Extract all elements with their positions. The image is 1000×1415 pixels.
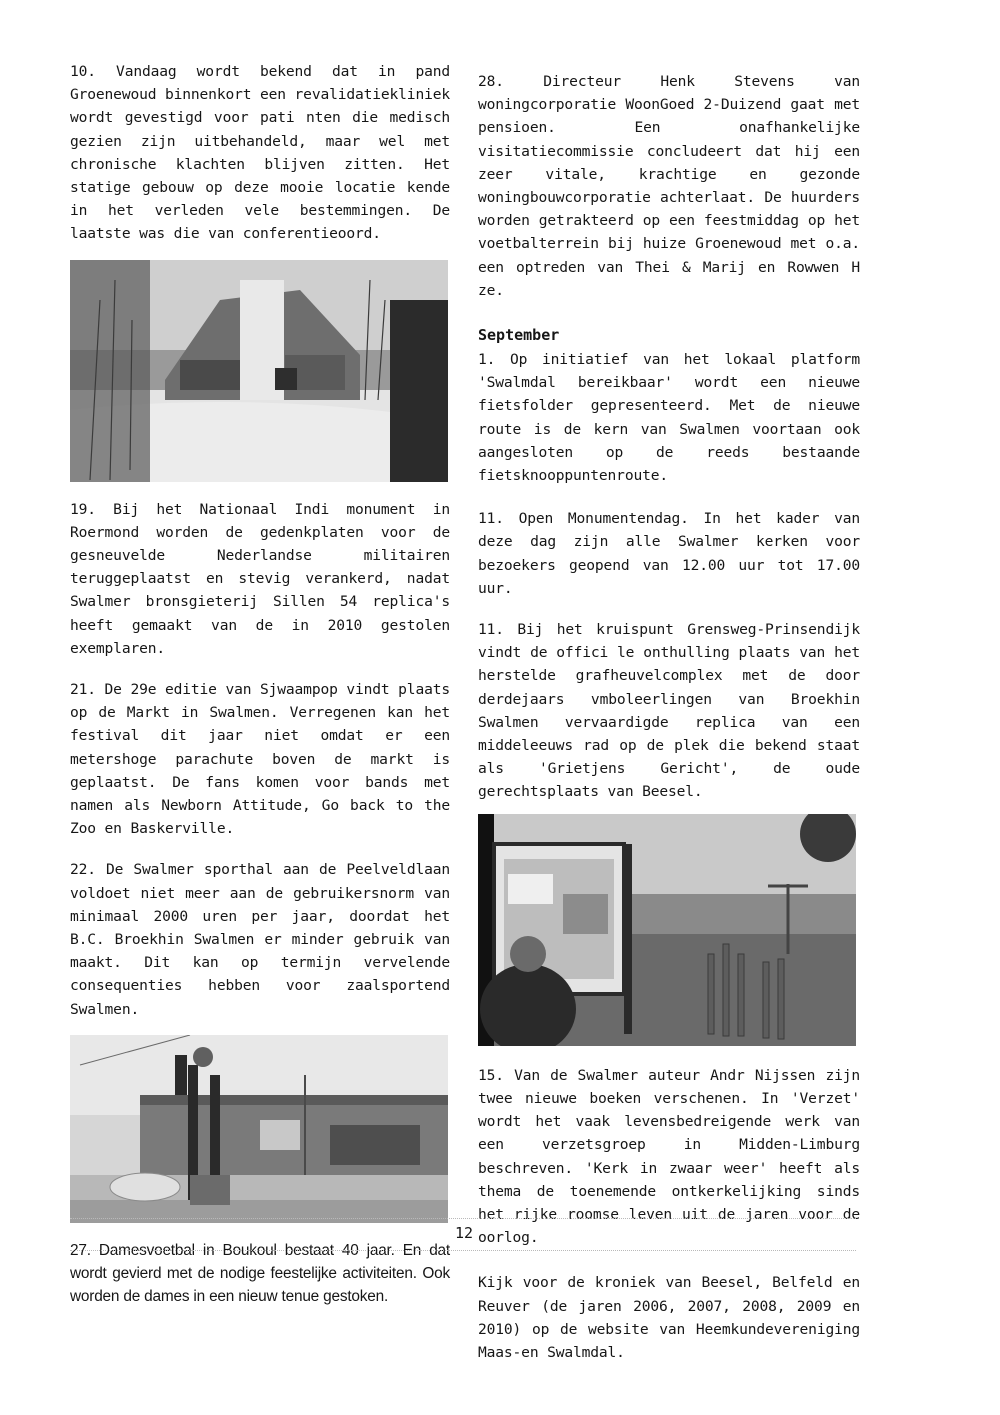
entry-27: 27. Damesvoetbal in Boukoul bestaat 40 jaar. En dat wordt gevierd met de nodige feestelijke activiteiten. Ook worden de dames in een nieuw tenue gestoken. bbox=[70, 1241, 450, 1306]
photo-sporthal bbox=[70, 1035, 448, 1223]
entry-19: 19. Bij het Nationaal Indi monument in Roermond worden de gedenkplaten voor de gesneuvelde Nederlandse militairen teruggeplaatst en stevig verankerd, nadat Swalmer bronsgieterij Sillen 54 replica's heeft gemaakt van de in 2010 gestolen exemplaren. bbox=[70, 500, 450, 657]
photo-grietjens-gericht bbox=[478, 814, 856, 1046]
left-column bbox=[70, 60, 450, 1327]
right-column bbox=[478, 70, 860, 1382]
footer-rule-bottom bbox=[70, 1250, 856, 1251]
entry-28: 28. Directeur Henk Stevens van woningcorporatie WoonGoed 2-Duizend gaat met pensioen. Een onafhankelijke visitatiecommissie concludeert dat hij een zeer vitale, krachtige en gezonde woningbouwcorporatie achterlaat. De huurders worden getrakteerd op een feestmiddag op het voetbalterrein bij huize Groenewoud met o.a. een optreden van Thei & Marij en Rowwen H ze. bbox=[478, 73, 860, 299]
page-number: 12 bbox=[454, 1224, 474, 1242]
entry-21: 21. De 29e editie van Sjwaampop vindt plaats op de Markt in Swalmen. Verregenen kan het festival dit jaar niet omdat er een metershoge parachute boven de markt is geplaatst. De fans komen voor bands met namen als Newborn Attitude, Go back to the Zoo en Baskerville. bbox=[70, 681, 450, 838]
entry-sept-11b: 11. Bij het kruispunt Grensweg-Prinsendijk vindt de offici le onthulling plaats van het herstelde grafheuvelcomplex met de door derdejaars vmboleerlingen van Broekhin Swalmen vervaardigde replica van een middeleeuws rad op de plek die bekend staat als 'Grietjens Gericht', de oude gerechtsplaats van Beesel. bbox=[478, 621, 860, 801]
section-heading-september: September bbox=[478, 326, 560, 345]
entry-sept-1: 1. Op initiatief van het lokaal platform 'Swalmdal bereikbaar' wordt een nieuwe fietsfolder gepresenteerd. Met de nieuwe route is de kern van Swalmen voortaan ook aangesloten op de reeds bestaande fietsknooppuntenroute. bbox=[478, 351, 860, 485]
footer-rule-top bbox=[70, 1218, 856, 1219]
entry-sept-11a: 11. Open Monumentendag. In het kader van deze dag zijn alle Swalmer kerken voor bezoekers geopend van 12.00 uur tot 17.00 uur. bbox=[478, 510, 860, 597]
entry-10: 10. Vandaag wordt bekend dat in pand Groenewoud binnenkort een revalidatiekliniek wordt gevestigd voor pati nten die medisch gezien zijn uitbehandeld, maar wel met chronische klachten blijven zitten. Het statige gebouw op deze mooie locatie kende in het verleden vele bestemmingen. De laatste was die van conferentieoord. bbox=[70, 63, 450, 243]
entry-22: 22. De Swalmer sporthal aan de Peelveldlaan voldoet niet meer aan de gebruikersnorm van minimaal 2000 uren per jaar, doordat het B.C. Broekhin Swalmen er minder gebruik van maakt. Dit kan op termijn vervelende consequenties hebben voor zaalsportend Swalmen. bbox=[70, 861, 450, 1018]
entry-sept-15: 15. Van de Swalmer auteur Andr Nijssen zijn twee nieuwe boeken verschenen. In 'Verzet' wordt het vaak levensbedreigende werk van een verzetsgroep in Midden-Limburg beschreven. 'Kerk in zwaar weer' heeft als thema de toenemende ontkerkelijking sinds het rijke roomse leven uit de jaren voor de oorlog. bbox=[478, 1066, 860, 1247]
photo-groenewoud-building bbox=[70, 260, 448, 482]
closing-note: Kijk voor de kroniek van Beesel, Belfeld en Reuver (de jaren 2006, 2007, 2008, 2009 en 2010) op de website van Heemkundevereniging Maas-en Swalmdal. bbox=[478, 1274, 860, 1361]
